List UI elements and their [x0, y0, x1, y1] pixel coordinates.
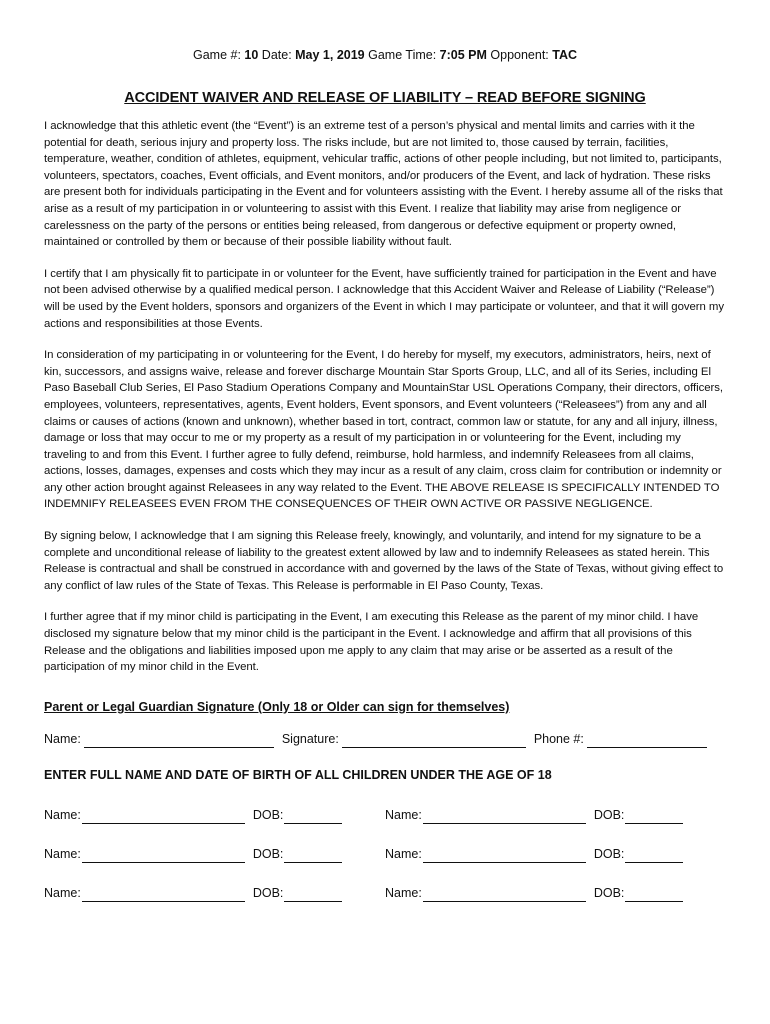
- guardian-signature-row: [44, 730, 726, 748]
- child-entry: [385, 884, 726, 902]
- game-time: 7:05 PM: [439, 48, 487, 62]
- game-number: 10: [244, 48, 259, 62]
- guardian-name-field: [44, 730, 274, 748]
- paragraph-minor: I further agree that if my minor child is participating in the Event, I am executing this Release as the parent of my minor child. I have disclosed my signature below that my minor child is the participant in the Event. I acknowledge and affirm that all provisions of this Release and the obligations and liabilities imposed upon me apply to any claim that may arise or be asserted as a result of the participation of my minor child in the Event.: [44, 611, 699, 674]
- child-name-input[interactable]: [82, 809, 245, 824]
- game-label: Game #:: [192, 48, 245, 62]
- paragraph-risks: I acknowledge that this athletic event (the “Event”) is an extreme test of a person’s physical and mental limits and carries with it the potential for death, serious injury and property loss. The risks include, but are not limited to, those caused by terrain, facilities, temperature, weather, condition of athletes, equipment, vehicular traffic, actions of other people including, but not limited to, participants, volunteers, spectators, coaches, Event officials, and Event monitors, and/or producers of the Event, and lack of hydration. These risks are present both for individuals participating in the Event and for volunteers assisting with the Event. I hereby assume all of the risks that arise as a result of my participation in or volunteering to assist with this Event. I realize that liability may arise from negligence or carelessness on the party of the persons or entities being released, from dangerous or defective equipment or property owned, maintained or controlled by them or because of their possible liability without fault.: [44, 120, 723, 249]
- guardian-signature-label: Signature:: [281, 731, 339, 746]
- child-name-input[interactable]: [423, 887, 586, 902]
- child-name-label: Name:: [385, 807, 422, 822]
- child-entry: [44, 884, 385, 902]
- guardian-heading: Parent or Legal Guardian Signature (Only 18 or Older can sign for themselves): [44, 699, 510, 714]
- opponent-label: Opponent:: [486, 48, 553, 62]
- paragraph-fitness: I certify that I am physically fit to participate in or volunteer for the Event, have sufficiently trained for participation in the Event and have not been advised otherwise by a qualified medical person. I acknowledge that this Accident Waiver and Release of Liability (“Release”) will be used by the Event holders, sponsors and organizers of the Event in which I may participate or volunteer, and that it will govern my actions and responsibilities at those Events.: [44, 267, 725, 330]
- child-dob-label: DOB:: [252, 885, 284, 900]
- guardian-signature-field: [282, 730, 526, 748]
- child-dob-input[interactable]: [284, 809, 342, 824]
- child-row: [44, 806, 726, 824]
- child-dob-label: DOB:: [593, 885, 625, 900]
- child-dob-input[interactable]: [625, 848, 683, 863]
- child-name-input[interactable]: [82, 887, 245, 902]
- child-name-input[interactable]: [82, 848, 245, 863]
- child-row: [44, 845, 726, 863]
- opponent-name: TAC: [552, 48, 578, 62]
- child-dob-label: DOB:: [252, 846, 284, 861]
- child-name-label: Name:: [385, 846, 422, 861]
- child-dob-input[interactable]: [625, 809, 683, 824]
- time-label: Game Time:: [364, 48, 440, 62]
- child-dob-input[interactable]: [284, 887, 342, 902]
- child-dob-label: DOB:: [593, 846, 625, 861]
- child-name-input[interactable]: [423, 848, 586, 863]
- date-label: Date:: [258, 48, 296, 62]
- child-dob-input[interactable]: [284, 848, 342, 863]
- guardian-signature-input[interactable]: [342, 733, 526, 748]
- child-entry: [385, 806, 726, 824]
- child-entry: [44, 845, 385, 863]
- game-date: May 1, 2019: [295, 48, 365, 62]
- guardian-name-label: Name:: [44, 731, 81, 746]
- guardian-phone-label: Phone #:: [533, 731, 584, 746]
- child-entry: [385, 845, 726, 863]
- child-dob-label: DOB:: [593, 807, 625, 822]
- paragraph-signing: By signing below, I acknowledge that I am signing this Release freely, knowingly, and voluntarily, and intend for my signature to be a complete and unconditional release of liability to the greatest extent allowed by law and to indemnify Releasees as stated herein. This Release is contractual and shall be construed in accordance with and governed by the laws of the State of Texas, without giving effect to any conflict of law rules of the State of Texas. This Release is performable in El Paso County, Texas.: [44, 530, 724, 592]
- children-heading: ENTER FULL NAME AND DATE OF BIRTH OF ALL CHILDREN UNDER THE AGE OF 18: [44, 767, 552, 782]
- child-dob-input[interactable]: [625, 887, 683, 902]
- guardian-phone-field: [534, 730, 707, 748]
- child-name-input[interactable]: [423, 809, 586, 824]
- child-name-label: Name:: [44, 885, 81, 900]
- guardian-name-input[interactable]: [84, 733, 274, 748]
- paragraph-release: In consideration of my participating in or volunteering for the Event, I do hereby for myself, my executors, administrators, heirs, next of kin, successors, and assigns waive, release and forever discharge Mountain Star Sports Group, LLC, and all of its Series, including El Paso Baseball Club Series, El Paso Stadium Operations Company and MountainStar USL Operations Company, their directors, officers, employees, volunteers, representatives, agents, Event holders, Event sponsors, and Event volunteers (“Releasees”) from any and all claims or causes of actions (known and unknown), whether based in tort, contract, common law or statute, for any and all injury, illness, damage or loss that may occur to me or my property as a result of my participation in or volunteering for the Event, including my traveling to and from this Event. I further agree to fully defend, reimburse, hold harmless, and indemnify Releasees from all claims, actions, losses, damages, expenses and costs which they may incur as a result of any claim, cross claim for contribution or indemnity or any other action brought against Releasees in any way related to the Event. THE ABOVE RELEASE IS SPECIFICALLY INTENDED TO INDEMNIFY RELEASEES EVEN FROM THE CONSEQUENCES OF THEIR OWN ACTIVE OR PASSIVE NEGLIGENCE.: [44, 349, 724, 511]
- child-dob-label: DOB:: [252, 807, 284, 822]
- guardian-phone-input[interactable]: [587, 733, 707, 748]
- child-name-label: Name:: [44, 846, 81, 861]
- game-info-line: [44, 46, 726, 64]
- child-name-label: Name:: [385, 885, 422, 900]
- child-entry: [44, 806, 385, 824]
- document-title: ACCIDENT WAIVER AND RELEASE OF LIABILITY – READ BEFORE SIGNING: [124, 90, 646, 106]
- child-name-label: Name:: [44, 807, 81, 822]
- child-row: [44, 884, 726, 902]
